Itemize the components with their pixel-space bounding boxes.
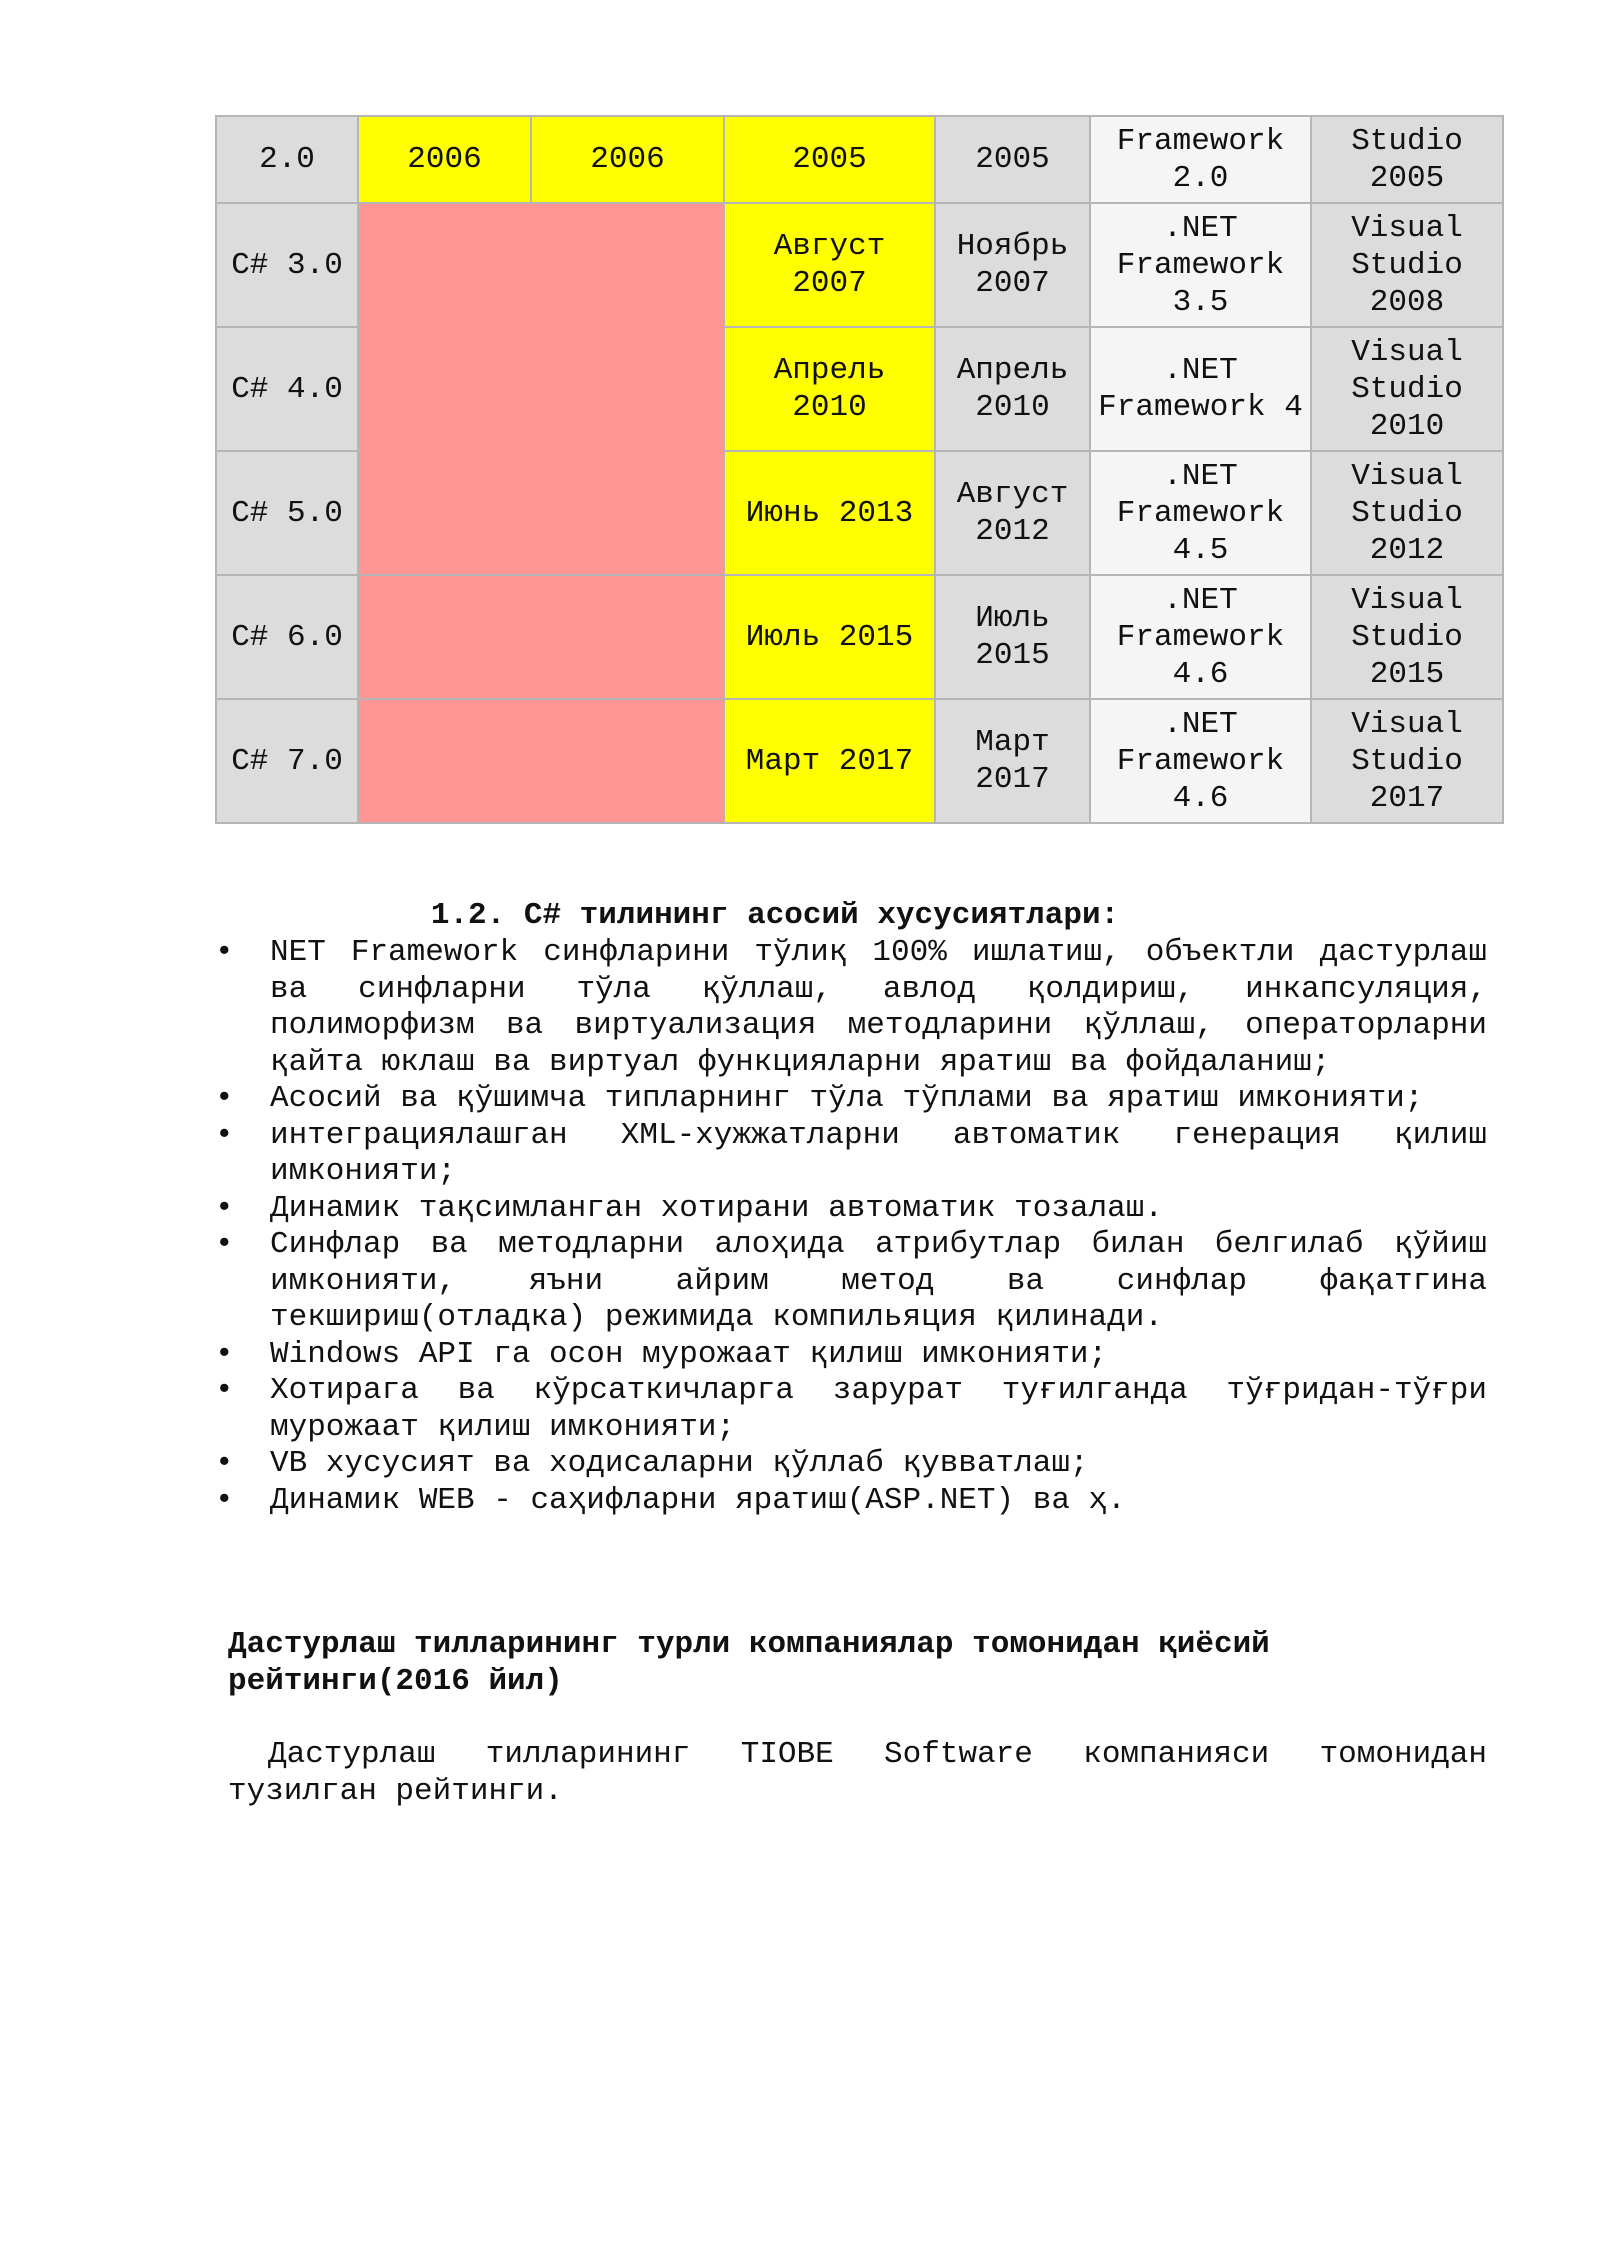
bullet-icon: • (215, 1190, 234, 1226)
date-cell: 2005 (935, 116, 1090, 203)
date-cell: 2005 (724, 116, 935, 203)
list-item-text: Windows API га осон мурожаат қилиш имконияти; (270, 1336, 1108, 1372)
empty-highlight-cell (358, 575, 724, 699)
date-cell: Март 2017 (935, 699, 1090, 823)
list-item (215, 1373, 1487, 1446)
bullet-icon: • (215, 1227, 234, 1262)
list-item (215, 1227, 1487, 1337)
table-row (216, 699, 1503, 823)
list-item-text: Динамик тақсимланган хотирани автоматик тозалаш. (270, 1190, 1163, 1226)
framework-cell: .NET Framework 4.6 (1090, 699, 1311, 823)
date-cell: Март 2017 (724, 699, 935, 823)
visual-studio-cell: Visual Studio 2015 (1311, 575, 1503, 699)
rating-heading: Дастурлаш тилларининг турли компаниялар томонидан қиёсий рейтинги(2016 йил) (228, 1627, 1270, 1699)
date-cell: Апрель 2010 (935, 327, 1090, 451)
section-title: 1.2. C# тилининг асосий хусусиятлари: (430, 898, 1120, 933)
lang-version-cell: C# 4.0 (216, 327, 358, 451)
empty-highlight-cell (358, 699, 724, 823)
list-item-text: NET Framework синфларини тўлиқ 100% ишлатиш, объектли дастурлаш ва синфларни тўла қўллаш, авлод қолдириш, инкапсуляция, полиморфизм ва виртуализация методларини қўллаш, операторларни қайта юклаш ва виртуал функцияларни яратиш ва фойдаланиш; (270, 935, 1487, 1080)
bullet-icon: • (215, 1336, 234, 1372)
list-item (215, 1337, 1487, 1374)
list-item-text: Динамик WEB - саҳифларни яратиш(ASP.NET) ва ҳ. (270, 1482, 1126, 1518)
feature-list (215, 935, 1487, 1519)
date-cell: Август 2007 (724, 203, 935, 327)
list-item-text: VB хусусият ва ходисаларни қўллаб қувватлаш; (270, 1446, 1089, 1481)
bullet-icon: • (215, 1446, 234, 1481)
csharp-versions-table (215, 115, 1504, 824)
list-item (215, 935, 1487, 1081)
lang-version-cell: 2.0 (216, 116, 358, 203)
framework-cell: .NET Framework 4 (1090, 327, 1311, 451)
table-row (216, 575, 1503, 699)
list-item-text: Синфлар ва методларни алоҳида атрибутлар билан белгилаб қўйиш имконияти, яъни айрим метод ва синфлар фақатгина текшириш(отладка) режимида компильяция қилинади. (270, 1227, 1487, 1335)
date-cell: 2006 (531, 116, 724, 203)
lang-version-cell: C# 7.0 (216, 699, 358, 823)
date-cell: Июль 2015 (935, 575, 1090, 699)
framework-cell: Framework 2.0 (1090, 116, 1311, 203)
visual-studio-cell: Visual Studio 2008 (1311, 203, 1503, 327)
lang-version-cell: C# 5.0 (216, 451, 358, 575)
date-cell: 2006 (358, 116, 531, 203)
bullet-icon: • (215, 1081, 234, 1116)
table-row (216, 116, 1503, 203)
visual-studio-cell: Visual Studio 2017 (1311, 699, 1503, 823)
date-cell: Июнь 2013 (724, 451, 935, 575)
date-cell: Апрель 2010 (724, 327, 935, 451)
list-item (215, 1483, 1487, 1520)
bullet-icon: • (215, 1482, 234, 1518)
visual-studio-cell: Visual Studio 2010 (1311, 327, 1503, 451)
list-item (215, 1446, 1487, 1483)
lang-version-cell: C# 6.0 (216, 575, 358, 699)
framework-cell: .NET Framework 3.5 (1090, 203, 1311, 327)
date-cell: Август 2012 (935, 451, 1090, 575)
lang-version-cell: C# 3.0 (216, 203, 358, 327)
table-row (216, 203, 1503, 327)
date-cell: Июль 2015 (724, 575, 935, 699)
list-item (215, 1118, 1487, 1191)
list-item-text: Хотирага ва кўрсаткичларга зарурат туғилганда тўғридан-тўғри мурожаат қилиш имконияти; (270, 1373, 1487, 1445)
bullet-icon: • (215, 1373, 234, 1408)
list-item (215, 1081, 1487, 1118)
framework-cell: .NET Framework 4.6 (1090, 575, 1311, 699)
bullet-icon: • (215, 1117, 234, 1153)
empty-highlight-cell (358, 203, 724, 575)
date-cell: Ноябрь 2007 (935, 203, 1090, 327)
visual-studio-cell: Visual Studio 2012 (1311, 451, 1503, 575)
list-item-text: Асосий ва қўшимча типларнинг тўла тўплами ва яратиш имконияти; (270, 1081, 1424, 1116)
visual-studio-cell: Studio 2005 (1311, 116, 1503, 203)
bullet-icon: • (215, 935, 234, 970)
list-item (215, 1191, 1487, 1228)
framework-cell: .NET Framework 4.5 (1090, 451, 1311, 575)
rating-paragraph: Дастурлаш тилларининг TIOBE Software компанияси томонидан тузилган рейтинги. (228, 1737, 1487, 1809)
list-item-text: интеграциялашган XML-хужжатларни автоматик генерация қилиш имконияти; (270, 1117, 1487, 1189)
